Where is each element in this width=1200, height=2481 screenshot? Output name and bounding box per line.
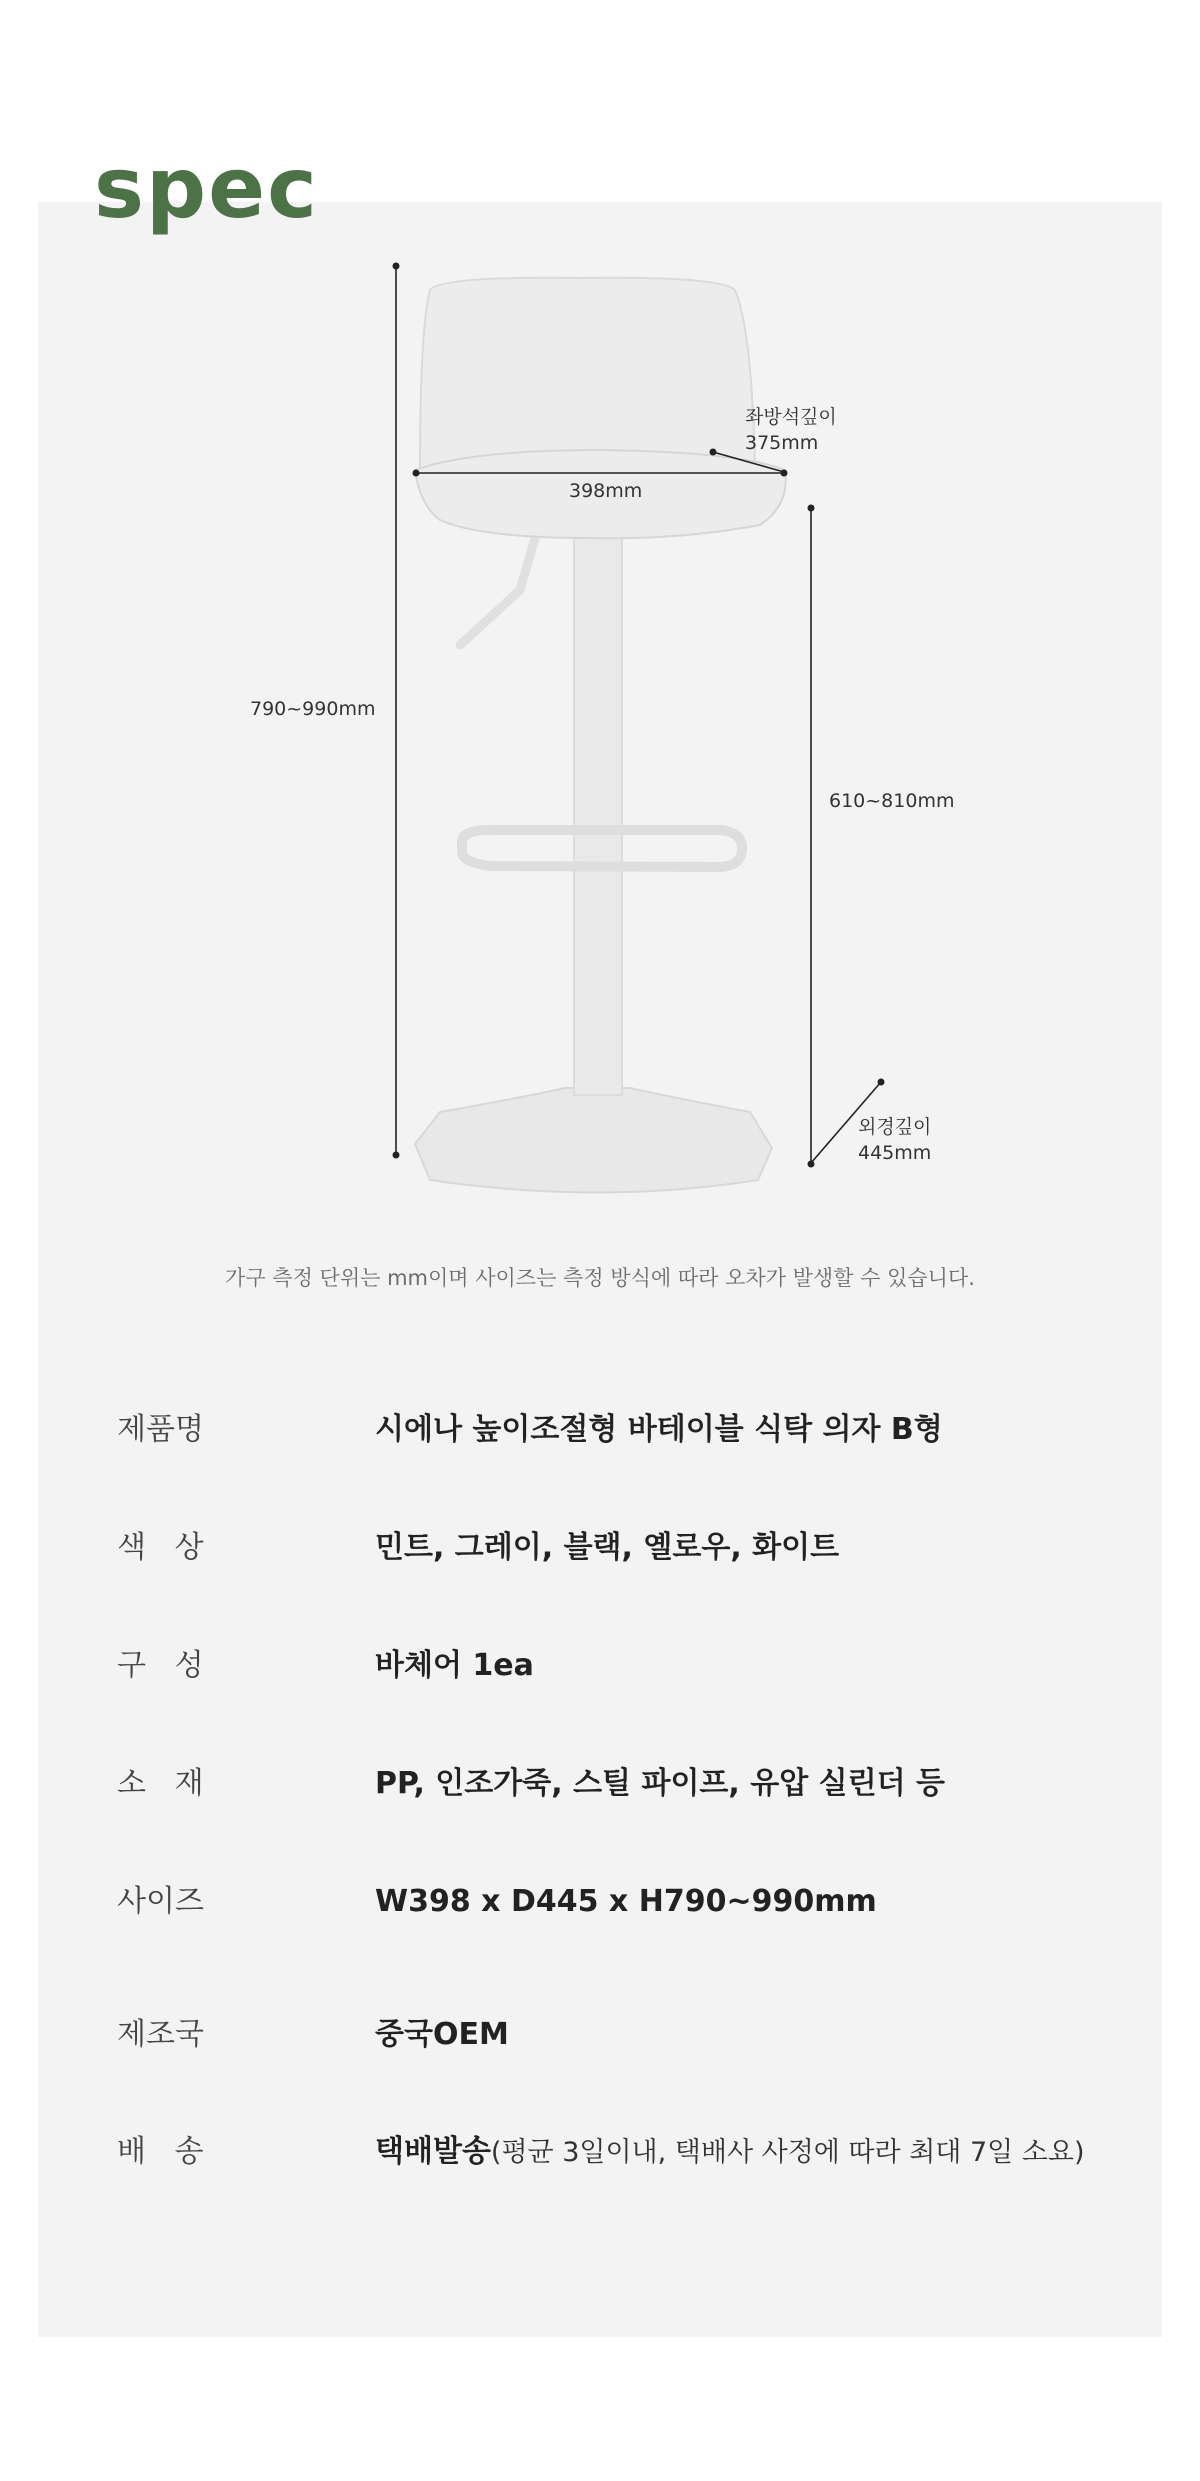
spec-label: 제품명 <box>117 1412 204 1447</box>
seat-depth-dot <box>710 449 717 456</box>
stool-backrest <box>420 278 755 470</box>
spec-value: 시에나 높이조절형 바테이블 식탁 의자 B형 <box>375 1412 943 1447</box>
seat-height-bottom-dot <box>808 1161 815 1168</box>
spec-label: 제조국 <box>117 2017 204 2052</box>
spec-value: 택배발송 <box>375 2134 491 2169</box>
spec-value: 바체어 1ea <box>375 1648 534 1683</box>
spec-label: 색 상 <box>117 1530 204 1565</box>
outer-depth-title: 외경깊이 <box>858 1116 932 1138</box>
spec-value: PP, 인조가죽, 스틸 파이프, 유압 실린더 등 <box>375 1766 946 1801</box>
spec-value: 민트, 그레이, 블랙, 옐로우, 화이트 <box>375 1530 840 1565</box>
seat-width-value: 398mm <box>569 480 643 502</box>
outer-depth-value: 445mm <box>858 1142 932 1164</box>
seat-depth-value: 375mm <box>745 432 819 454</box>
stool-base <box>415 1088 772 1193</box>
total-height-value: 790~990mm <box>250 698 376 720</box>
spec-label: 구 성 <box>117 1648 204 1683</box>
stool-pole <box>574 535 622 1095</box>
total-height-top-dot <box>393 263 400 270</box>
seat-height-value: 610~810mm <box>829 790 955 812</box>
spec-value-wrap <box>375 2127 1084 2178</box>
spec-label: 사이즈 <box>117 1884 204 1919</box>
spec-value-note: (평균 3일이내, 택배사 사정에 따라 최대 7일 소요) <box>490 2137 1085 2168</box>
total-height-bottom-dot <box>393 1152 400 1159</box>
outer-depth-dot <box>878 1079 885 1086</box>
seat-width-left-dot <box>413 470 420 477</box>
spec-label: 배 송 <box>117 2134 204 2169</box>
spec-value: 중국OEM <box>375 2017 509 2052</box>
spec-value: W398 x D445 x H790~990mm <box>375 1884 877 1919</box>
seat-height-top-dot <box>808 505 815 512</box>
page-title: spec <box>94 139 319 237</box>
seat-depth-title: 좌방석깊이 <box>745 406 837 428</box>
height-lever <box>460 538 535 645</box>
measurement-note: 가구 측정 단위는 mm이며 사이즈는 측정 방식에 따라 오차가 발생할 수 있습니다. <box>225 1266 975 1290</box>
spec-label: 소 재 <box>117 1766 204 1801</box>
